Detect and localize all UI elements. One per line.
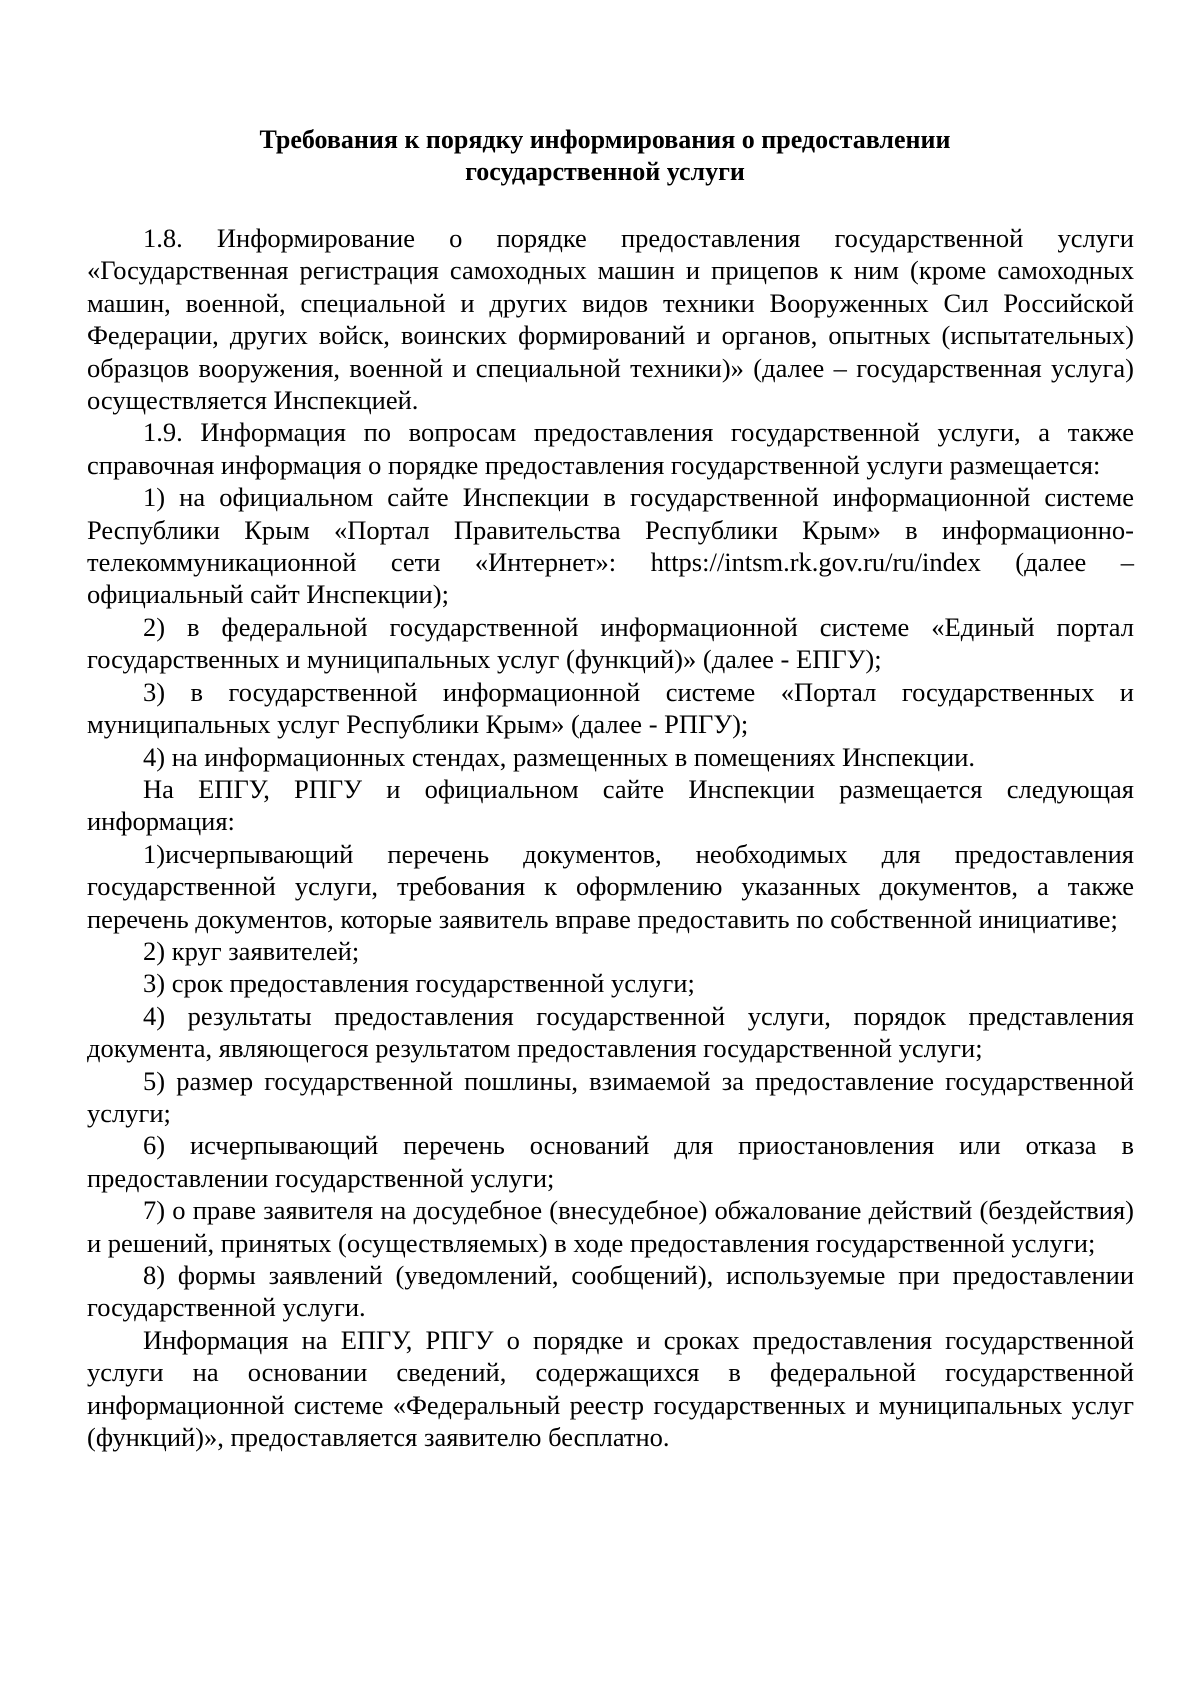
paragraph-published-info: На ЕПГУ, РПГУ и официальном сайте Инспекции размещается следующая информация: xyxy=(87,773,1134,837)
list-item-applicants: 2) круг заявителей; xyxy=(143,935,360,966)
list-item-term: 3) срок предоставления государственной услуги; xyxy=(143,968,695,999)
paragraph-free-info: Информация на ЕПГУ, РПГУ о порядке и сроках предоставления государственной услуги на основании сведений, содержащихся в федеральной государственной информационной системе «Федеральный реестр государственных и муниципальных услуг (функций)», предоставляется заявителю бесплатно. xyxy=(87,1324,1134,1453)
list-item-official-site: 1) на официальном сайте Инспекции в государственной информационной системе Республики Крым «Портал Правительства Республики Крым» в информационно-телекоммуникационной сети «Интернет»: https://intsm.rk.gov.ru/ru/index (далее – официальный сайт Инспекции); xyxy=(87,482,1134,610)
list-item-forms: 8) формы заявлений (уведомлений, сообщений), используемые при предоставлении государственной услуги. xyxy=(87,1260,1134,1323)
list-item-rpgu: 3) в государственной информационной системе «Портал государственных и муниципальных услуг Республики Крым» (далее - РПГУ); xyxy=(87,676,1134,740)
list-item-fee: 5) размер государственной пошлины, взимаемой за предоставление государственной услуги; xyxy=(87,1065,1134,1128)
document-title xyxy=(80,124,1130,188)
list-item-refusal-grounds: 6) исчерпывающий перечень оснований для приостановления или отказа в предоставлении государственной услуги; xyxy=(87,1130,1134,1193)
paragraph-1-8: 1.8. Информирование о порядке предоставления государственной услуги «Государственная регистрация самоходных машин и прицепов к ним (кроме самоходных машин, военной, специальной и других видов техники Вооруженных Сил Российской Федерации, других войск, воинских формирований и органов, опытных (испытательных) образцов вооружения, военной и специальной техники)» (далее – государственная услуга) осуществляется Инспекцией. xyxy=(87,223,1134,416)
list-item-appeal-right: 7) о праве заявителя на досудебное (внесудебное) обжалование действий (бездействия) и решений, принятых (осуществляемых) в ходе предоставления государственной услуги; xyxy=(87,1195,1134,1258)
list-item-documents: 1)исчерпывающий перечень документов, необходимых для предоставления государственной услуги, требования к оформлению указанных документов, а также перечень документов, которые заявитель вправе предоставить по собственной инициативе; xyxy=(87,838,1134,934)
document-body xyxy=(87,222,1134,1453)
list-item-stands: 4) на информационных стендах, размещенных в помещениях Инспекции. xyxy=(143,741,976,772)
paragraph-1-9: 1.9. Информация по вопросам предоставления государственной услуги, а также справочная информация о порядке предоставления государственной услуги размещается: xyxy=(87,417,1134,480)
list-item-epgu: 2) в федеральной государственной информационной системе «Единый портал государственных и муниципальных услуг (функций)» (далее - ЕПГУ); xyxy=(87,611,1134,675)
title-line-2: государственной услуги xyxy=(465,157,745,186)
title-line-1: Требования к порядку информирования о предоставлении xyxy=(259,125,951,154)
list-item-results: 4) результаты предоставления государственной услуги, порядок представления документа, являющегося результатом предоставления государственной услуги; xyxy=(87,1000,1134,1064)
